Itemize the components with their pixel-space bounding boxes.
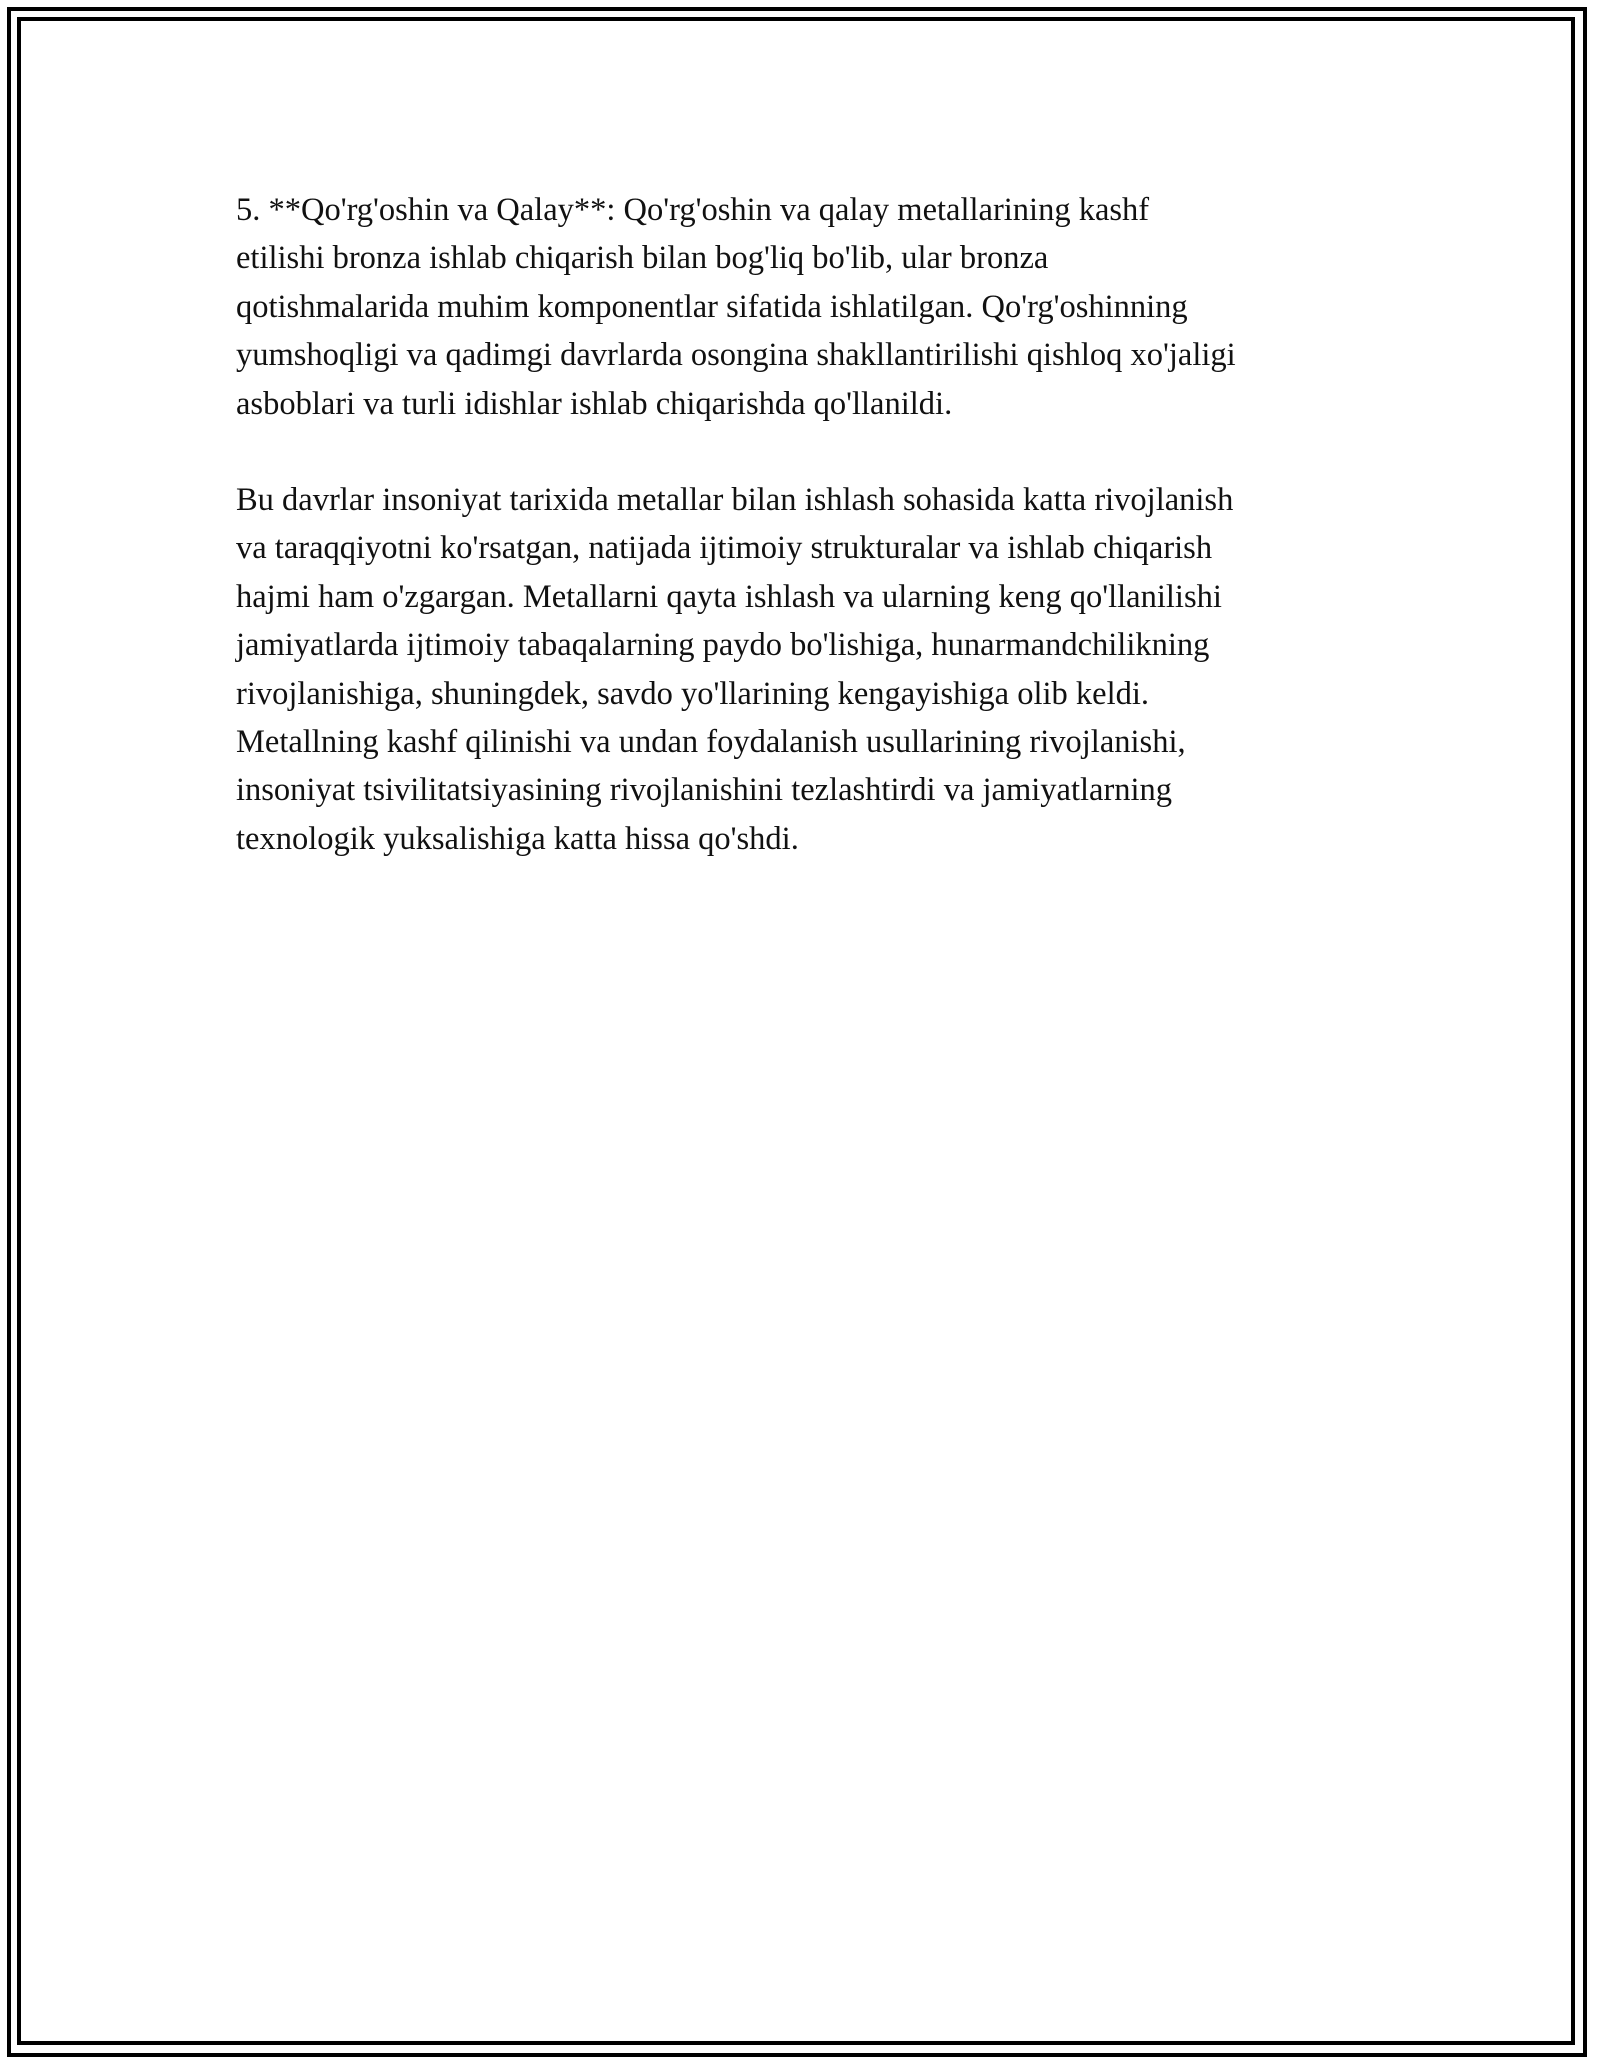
paragraph-historical-significance: Bu davrlar insoniyat tarixida metallar bilan ishlash sohasida katta rivojlanish va taraqqiyotni ko'rsatgan, natijada ijtimoiy strukturalar va ishlab chiqarish hajmi ham o'zgargan. Metallarni qayta ishlash va ularning keng qo'llanilishi jamiyatlarda ijtimoiy tabaqalarning paydo bo'lishiga, hunarmandchilikning rivojlanishiga, shuningdek, savdo yo'llarining kengayishiga olib keldi. Metallning kashf qilinishi va undan foydalanish usullarining rivojlanishi, insoniyat tsivilitatsiyasining rivojlanishini tezlashtirdi va jamiyatlarning texnologik yuksalishiga katta hissa qo'shdi. [236, 482, 1234, 857]
document-body [236, 186, 1376, 863]
paragraph-lead-and-tin: 5. **Qo'rg'oshin va Qalay**: Qo'rg'oshin va qalay metallarining kashf etilishi bronza ishlab chiqarish bilan bog'liq bo'lib, ular bronza qotishmalarida muhim komponentlar sifatida ishlatilgan. Qo'rg'oshinning yumshoqligi va qadimgi davrlarda osongina shakllantirilishi qishloq xo'jaligi asboblari va turli idishlar ishlab chiqarishda qo'llanildi. [236, 192, 1236, 422]
